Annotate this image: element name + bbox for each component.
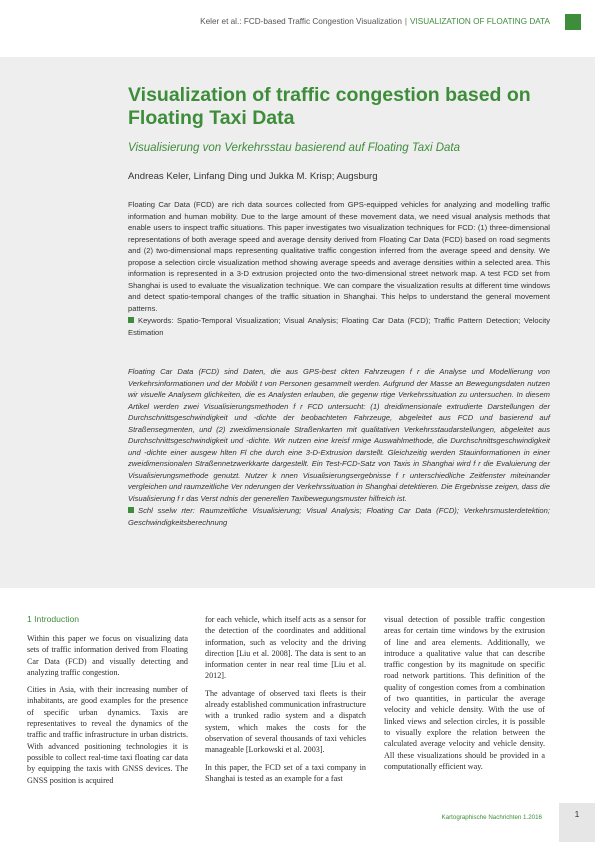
body-column-2 [205, 614, 366, 790]
body-column-3 [384, 614, 545, 778]
keywords-german [128, 505, 550, 528]
page-number: 1 [559, 803, 595, 842]
section-marker-square [565, 14, 581, 30]
bullet-square-icon [128, 317, 134, 323]
running-head-section: VISUALIZATION OF FLOATING DATA [410, 17, 550, 26]
paragraph: for each vehicle, which itself acts as a sensor for the detection of the coordinates and additional information, such as velocity and the driving direction [Liu et al. 2008]. The data is sent to an information center in near real time [Liu et al. 2012]. [205, 615, 366, 681]
body-column-1 [27, 614, 188, 792]
keywords-english-text: Keywords: Spatio-Temporal Visualization; Visual Analysis; Floating Car Data (FCD); Traffic Pattern Detection; Velocity Estimation [128, 316, 550, 337]
keywords-english [128, 315, 550, 338]
article-title: Visualization of traffic congestion based on Floating Taxi Data [128, 84, 531, 129]
footer-journal-name: Kartographische Nachrichten 1.2016 [441, 814, 542, 821]
article-subtitle: Visualisierung von Verkehrsstau basierend auf Floating Taxi Data [128, 142, 460, 154]
running-head-separator: | [404, 17, 408, 26]
abstract-english-text: Floating Car Data (FCD) are rich data sources collected from GPS-equipped vehicles for analyzing and modelling traffic information and human mobility. Due to the large amount of these movement data, we need visual analysis methods that enable users to inspect traffic situations. This paper investigates two visualization techniques for FCD: (1) three-dimensional representations of both average speed and average density derived from Floating Car Data (FCD) based on road segments and (2) two-dimensional maps representing qualitative traffic congestion inferred from the average speed and density. We propose a selection circle visualization method showing average speeds and average densities within a selected area. This information is represented in a 3-D extrusion projected onto the two-dimensional street network map. A test FCD set from Shanghai is used to evaluate the visualization technique. We can compare the visualization results at different time windows and detect spatio-temporal changes of the traffic situation in Shanghai. This helps to understand the general movement patterns. [128, 200, 550, 313]
paragraph: The advantage of observed taxi fleets is their already established communication infrastructure with a trunked radio system and a dispatch system, which makes the costs for the observation of several thousands of taxi vehicles manageable [Lorkowski et al. 2003]. [205, 688, 366, 755]
bullet-square-icon [128, 507, 134, 513]
abstract-english [128, 199, 550, 338]
abstract-german [128, 366, 550, 528]
abstract-german-text: Floating Car Data (FCD) sind Daten, die aus GPS-best ckten Fahrzeugen f r die Analyse und Modellierung von Verkehrsinformationen und der Mobilit t von Personen gesammelt werden. Aufgrund der Masse an Bewegungsdaten nutzen wir visuelle Analysem glichkeiten, die es Analysten erlauben, die gegenw rtige Verkehrssituation zu untersuchen. In diesem Artikel werden zwei Visualisierungsmethoden f r FCD untersucht: (1) dreidimensionale extrudierte Darstellungen der Durchschnittsgeschwindigkeit und -dichte der beobachteten Fahrzeuge, abgeleitet aus FCD und basierend auf Straßensegmenten, und (2) zweidimensionale Straßenkarten mit qualitativen Verkehrsstaudarstellungen, abgeleitet aus Durchschnittsgeschwindigkeit und -dichte. Wir nutzen eine kreisf rmige Auswahlmethode, die Durchschnittsgeschwindigkeit und -dichte einer ausgew hlten Fl che durch eine 3-D-Extrusion darstellt. Gleichzeitig werden Stauinformationen in einer zweidimensionalen Straßennetzwerkkarte dargestellt. Ein Test-FCD-Satz von Taxis in Shanghai wird f r die Evaluierung der Visualisierungsmethode genutzt. Nutzer k nnen Visualisierungsergebnisse f r unterschiedliche Zeitfenster miteinander vergleichen und raumzeitliche Ver nderungen der Verkehrssituation in Shanghai detektieren. Die Ergebnisse zeigen, dass die Visualisierung f r das Verst ndnis der generellen Taxibewegungsmuster hilfreich ist. [128, 367, 550, 503]
running-head [200, 17, 550, 26]
paragraph: Cities in Asia, with their increasing number of inhabitants, are good examples for the presence of specific urban dynamics. Taxis are representatives to reveal the dynamics of the traffic and traffic infrastructure in urban districts. With advanced positioning technologies it is possible to collect real-time taxi floating car data by equipping the taxis with GNSS devices. The GNSS position is acquired [27, 685, 188, 785]
section-heading-introduction: 1 Introduction [27, 614, 80, 624]
paragraph: Within this paper we focus on visualizing data sets of traffic information derived from Floating Car Data (FCD) and visually detecting and analyzing traffic congestion. [27, 634, 188, 677]
keywords-german-text: Schl sselw rter: Raumzeitliche Visualisierung; Visual Analysis; Floating Car Data (FCD); Verkehrsmusterdetektion; Geschwindigkeitsberechnung [128, 506, 550, 527]
running-head-citation: Keler et al.: FCD-based Traffic Congestion Visualization [200, 17, 402, 26]
paragraph: visual detection of possible traffic congestion areas for certain time windows by the extrusion of line and area elements. Additionally, we introduce a qualitative value that can describe traffic congestion by its magnitude on specific road network partitions. This definition of the quality of congestion comes from a combination of two quantities, in particular the average velocity and vehicle density. With the use of linked views and selection circles, it is possible to visually explore the relation between the calculated average velocity and vehicle density. All these visualizations should be provided in a computationally efficient way. [384, 615, 545, 771]
paragraph: In this paper, the FCD set of a taxi company in Shanghai is tested as an example for a fast [205, 762, 366, 783]
author-line: Andreas Keler, Linfang Ding und Jukka M. Krisp; Augsburg [128, 171, 378, 182]
